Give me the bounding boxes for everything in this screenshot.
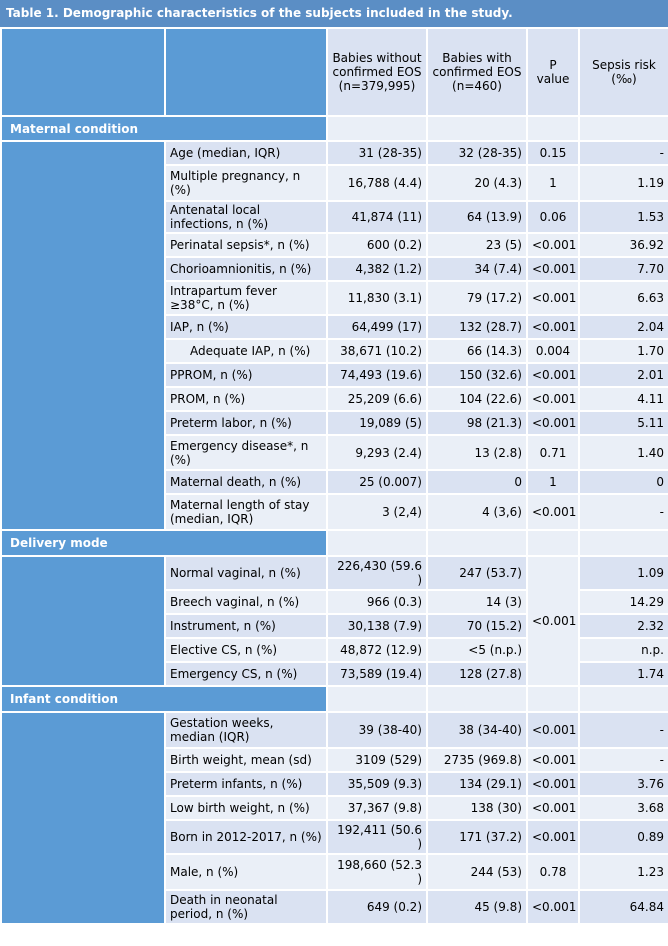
cell-risk: 1.53 <box>579 201 668 233</box>
cell-p-merged: <0.001 <box>527 556 579 686</box>
demographics-table <box>0 27 668 925</box>
cell-with: 150 (32.6) <box>427 363 527 387</box>
cell-with: 171 (37.2) <box>427 820 527 854</box>
cell-risk: 4.11 <box>579 387 668 411</box>
cell-without: 198,660 (52.3 ) <box>327 854 427 890</box>
cell-with: 2735 (969.8) <box>427 748 527 772</box>
section-filler <box>327 116 427 141</box>
cell-p: <0.001 <box>527 772 579 796</box>
row-label: Instrument, n (%) <box>165 614 327 638</box>
cell-p: <0.001 <box>527 363 579 387</box>
cell-with: 14 (3) <box>427 590 527 614</box>
cell-p: 0.71 <box>527 435 579 470</box>
cell-with: 64 (13.9) <box>427 201 527 233</box>
header-row <box>1 28 668 116</box>
cell-risk: 3.68 <box>579 796 668 820</box>
cell-with: 23 (5) <box>427 233 527 257</box>
cell-without: 9,293 (2.4) <box>327 435 427 470</box>
row-label: Low birth weight, n (%) <box>165 796 327 820</box>
row-label: Intrapartum fever ≥38°C, n (%) <box>165 281 327 315</box>
cell-p: <0.001 <box>527 890 579 924</box>
header-p-value: P value <box>527 28 579 116</box>
cell-without: 25,209 (6.6) <box>327 387 427 411</box>
row-label: Preterm labor, n (%) <box>165 411 327 435</box>
header-blank-2 <box>165 28 327 116</box>
cell-without: 64,499 (17) <box>327 315 427 339</box>
cell-risk: 1.23 <box>579 854 668 890</box>
cell-risk: 14.29 <box>579 590 668 614</box>
row-label: Breech vaginal, n (%) <box>165 590 327 614</box>
cell-p: <0.001 <box>527 494 579 530</box>
cell-p: <0.001 <box>527 712 579 748</box>
cell-with: 13 (2.8) <box>427 435 527 470</box>
cell-with: 244 (53) <box>427 854 527 890</box>
row-label: Death in neonatal period, n (%) <box>165 890 327 924</box>
header-with-eos: Babies with confirmed EOS (n=460) <box>427 28 527 116</box>
cell-without: 35,509 (9.3) <box>327 772 427 796</box>
cell-risk: 6.63 <box>579 281 668 315</box>
row-label: Emergency disease*, n (%) <box>165 435 327 470</box>
row-label: Multiple pregnancy, n (%) <box>165 165 327 201</box>
header-blank-1 <box>1 28 165 116</box>
row-group-bar-delivery <box>1 556 165 686</box>
cell-without: 11,830 (3.1) <box>327 281 427 315</box>
cell-p: 0.06 <box>527 201 579 233</box>
cell-with: 79 (17.2) <box>427 281 527 315</box>
section-filler <box>327 686 427 712</box>
cell-without: 649 (0.2) <box>327 890 427 924</box>
cell-without: 192,411 (50.6 ) <box>327 820 427 854</box>
cell-risk: - <box>579 494 668 530</box>
cell-p: <0.001 <box>527 748 579 772</box>
cell-p: <0.001 <box>527 281 579 315</box>
section-filler <box>579 116 668 141</box>
row-label: Age (median, IQR) <box>165 141 327 165</box>
row-label: Perinatal sepsis*, n (%) <box>165 233 327 257</box>
row-label: Birth weight, mean (sd) <box>165 748 327 772</box>
row-label: Adequate IAP, n (%) <box>165 339 327 363</box>
cell-p: 0.78 <box>527 854 579 890</box>
cell-risk: 3.76 <box>579 772 668 796</box>
cell-risk: 0.89 <box>579 820 668 854</box>
cell-without: 73,589 (19.4) <box>327 662 427 686</box>
cell-risk: 36.92 <box>579 233 668 257</box>
cell-without: 39 (38-40) <box>327 712 427 748</box>
cell-p: <0.001 <box>527 233 579 257</box>
section-row-maternal <box>1 116 668 141</box>
cell-without: 48,872 (12.9) <box>327 638 427 662</box>
cell-risk: 64.84 <box>579 890 668 924</box>
row-label: Chorioamnionitis, n (%) <box>165 257 327 281</box>
cell-without: 19,089 (5) <box>327 411 427 435</box>
table-row <box>1 556 668 590</box>
row-label: Elective CS, n (%) <box>165 638 327 662</box>
cell-with: 247 (53.7) <box>427 556 527 590</box>
cell-p: 1 <box>527 165 579 201</box>
section-row-infant <box>1 686 668 712</box>
cell-without: 3109 (529) <box>327 748 427 772</box>
row-label: Preterm infants, n (%) <box>165 772 327 796</box>
cell-p: 0.004 <box>527 339 579 363</box>
cell-with: 34 (7.4) <box>427 257 527 281</box>
section-filler <box>527 116 579 141</box>
row-label: Gestation weeks, median (IQR) <box>165 712 327 748</box>
cell-with: 4 (3,6) <box>427 494 527 530</box>
cell-p: <0.001 <box>527 411 579 435</box>
cell-p: 0.15 <box>527 141 579 165</box>
cell-risk: 1.09 <box>579 556 668 590</box>
row-label: Antenatal local infections, n (%) <box>165 201 327 233</box>
cell-with: 66 (14.3) <box>427 339 527 363</box>
cell-without: 37,367 (9.8) <box>327 796 427 820</box>
cell-risk: 1.19 <box>579 165 668 201</box>
cell-p: 1 <box>527 470 579 494</box>
row-label: Maternal death, n (%) <box>165 470 327 494</box>
cell-without: 25 (0.007) <box>327 470 427 494</box>
section-row-delivery <box>1 530 668 556</box>
section-title-maternal: Maternal condition <box>1 116 327 141</box>
row-group-bar-maternal <box>1 141 165 530</box>
cell-with: 132 (28.7) <box>427 315 527 339</box>
section-filler <box>527 686 579 712</box>
section-title-infant: Infant condition <box>1 686 327 712</box>
cell-without: 31 (28-35) <box>327 141 427 165</box>
cell-without: 74,493 (19.6) <box>327 363 427 387</box>
cell-without: 30,138 (7.9) <box>327 614 427 638</box>
cell-with: 128 (27.8) <box>427 662 527 686</box>
cell-with: 134 (29.1) <box>427 772 527 796</box>
row-label: Normal vaginal, n (%) <box>165 556 327 590</box>
cell-risk: - <box>579 712 668 748</box>
table-row <box>1 141 668 165</box>
cell-with: 98 (21.3) <box>427 411 527 435</box>
section-filler <box>427 530 527 556</box>
row-label: Born in 2012-2017, n (%) <box>165 820 327 854</box>
cell-risk: 0 <box>579 470 668 494</box>
section-filler <box>427 116 527 141</box>
cell-risk: 1.74 <box>579 662 668 686</box>
cell-with: 45 (9.8) <box>427 890 527 924</box>
table-title: Table 1. Demographic characteristics of the subjects included in the study. <box>0 0 668 27</box>
cell-risk: 1.70 <box>579 339 668 363</box>
header-sepsis-risk: Sepsis risk (‰) <box>579 28 668 116</box>
section-filler <box>579 686 668 712</box>
cell-without: 16,788 (4.4) <box>327 165 427 201</box>
section-filler <box>579 530 668 556</box>
cell-without: 3 (2,4) <box>327 494 427 530</box>
row-group-bar-infant <box>1 712 165 924</box>
cell-risk: 2.32 <box>579 614 668 638</box>
cell-risk: 2.04 <box>579 315 668 339</box>
section-filler <box>427 686 527 712</box>
cell-with: 20 (4.3) <box>427 165 527 201</box>
cell-risk: 7.70 <box>579 257 668 281</box>
row-label: Male, n (%) <box>165 854 327 890</box>
row-label: PPROM, n (%) <box>165 363 327 387</box>
cell-without: 38,671 (10.2) <box>327 339 427 363</box>
section-filler <box>527 530 579 556</box>
cell-risk: 5.11 <box>579 411 668 435</box>
row-label: PROM, n (%) <box>165 387 327 411</box>
cell-with: 38 (34-40) <box>427 712 527 748</box>
cell-p: <0.001 <box>527 315 579 339</box>
cell-risk: 2.01 <box>579 363 668 387</box>
cell-with: <5 (n.p.) <box>427 638 527 662</box>
row-label: Emergency CS, n (%) <box>165 662 327 686</box>
cell-without: 966 (0.3) <box>327 590 427 614</box>
cell-p: <0.001 <box>527 796 579 820</box>
cell-risk: - <box>579 748 668 772</box>
cell-risk: n.p. <box>579 638 668 662</box>
cell-without: 4,382 (1.2) <box>327 257 427 281</box>
cell-p: <0.001 <box>527 257 579 281</box>
cell-risk: 1.40 <box>579 435 668 470</box>
cell-with: 104 (22.6) <box>427 387 527 411</box>
cell-p: <0.001 <box>527 387 579 411</box>
row-label: Maternal length of stay (median, IQR) <box>165 494 327 530</box>
table-row <box>1 712 668 748</box>
cell-without: 600 (0.2) <box>327 233 427 257</box>
cell-without: 41,874 (11) <box>327 201 427 233</box>
cell-risk: - <box>579 141 668 165</box>
section-filler <box>327 530 427 556</box>
cell-p: <0.001 <box>527 820 579 854</box>
cell-with: 32 (28-35) <box>427 141 527 165</box>
cell-with: 138 (30) <box>427 796 527 820</box>
row-label: IAP, n (%) <box>165 315 327 339</box>
cell-with: 0 <box>427 470 527 494</box>
section-title-delivery: Delivery mode <box>1 530 327 556</box>
header-without-eos: Babies without confirmed EOS (n=379,995) <box>327 28 427 116</box>
cell-without: 226,430 (59.6 ) <box>327 556 427 590</box>
cell-with: 70 (15.2) <box>427 614 527 638</box>
